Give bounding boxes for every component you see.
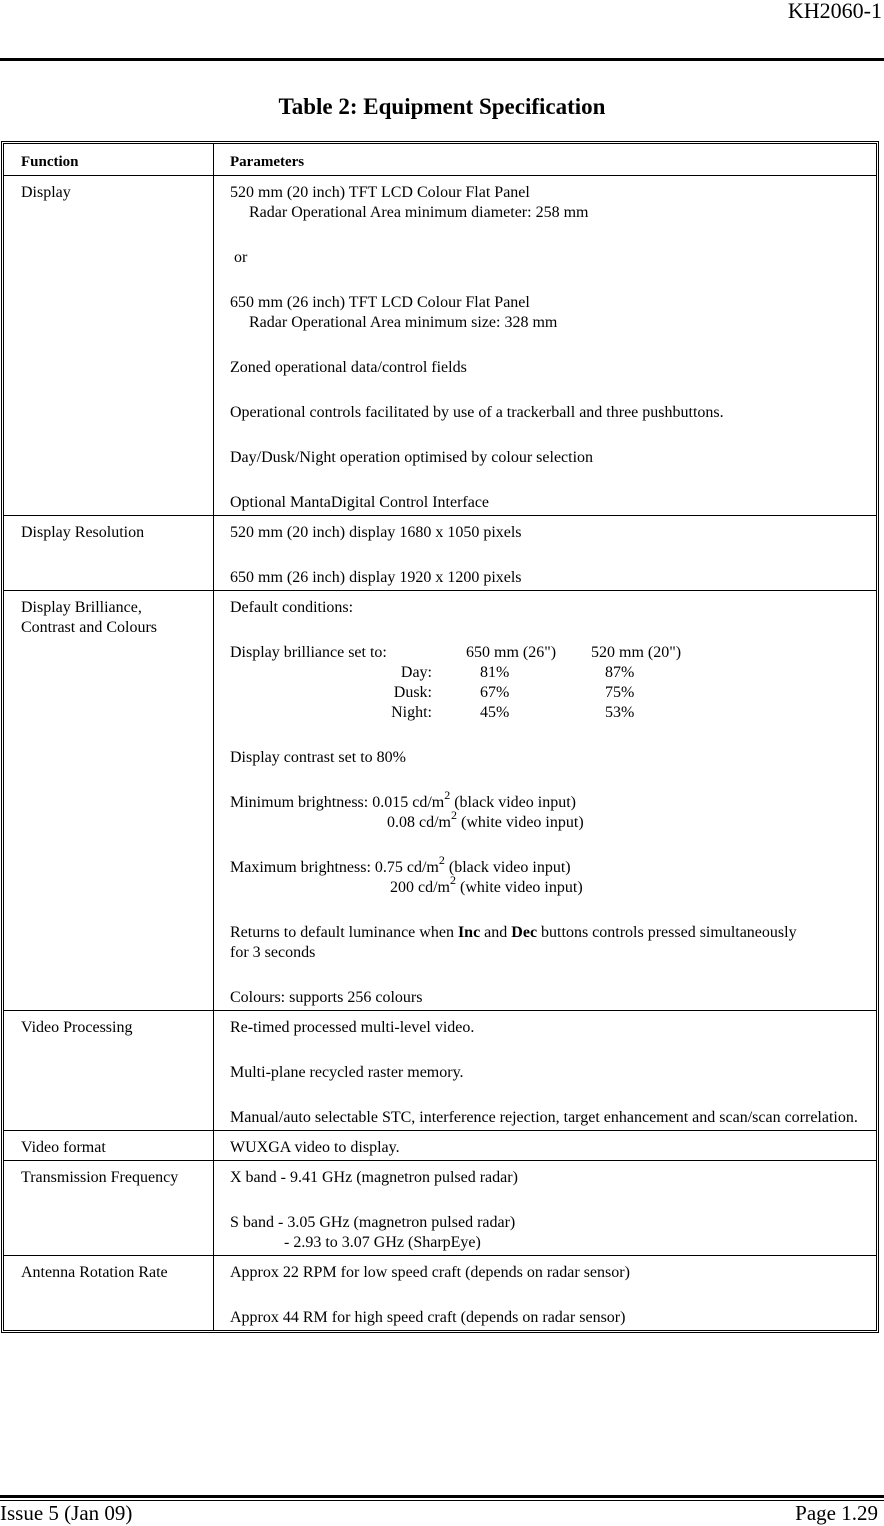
- brilliance-col-20: 520 mm (20"): [591, 644, 682, 661]
- brilliance-col-26: 650 mm (26"): [466, 644, 557, 661]
- table-row-video-processing: [4, 1010, 876, 1130]
- function-cell: Display Resolution: [4, 516, 214, 590]
- param-line: or: [234, 249, 248, 266]
- param-line: - 2.93 to 3.07 GHz (SharpEye): [284, 1234, 481, 1251]
- table-row-resolution: [4, 515, 876, 590]
- brilliance-mode-dusk: Dusk:: [393, 684, 432, 701]
- table-row-video-format: [4, 1130, 876, 1160]
- function-line: Display Brilliance,: [21, 599, 142, 616]
- parameters-cell: [214, 1131, 876, 1160]
- param-line: Zoned operational data/control fields: [230, 359, 467, 376]
- document-id: KH2060-1: [787, 0, 882, 23]
- brilliance-value: 87%: [605, 664, 635, 681]
- param-line: WUXGA video to display.: [230, 1139, 400, 1156]
- brilliance-grid: [230, 643, 862, 723]
- param-line: 520 mm (20 inch) display 1680 x 1050 pixels: [230, 524, 522, 541]
- header-function: Function: [4, 144, 214, 175]
- brilliance-label: Display brilliance set to:: [230, 644, 387, 661]
- table-row-frequency: [4, 1160, 876, 1255]
- footer-rule-thin: [0, 1500, 884, 1501]
- function-cell: Transmission Frequency: [4, 1161, 214, 1255]
- param-line: Approx 44 RM for high speed craft (depends on radar sensor): [230, 1309, 626, 1326]
- param-line: 520 mm (20 inch) TFT LCD Colour Flat Panel: [230, 184, 530, 201]
- brilliance-value: 81%: [480, 664, 510, 681]
- page-number: Page 1.29: [795, 1501, 878, 1525]
- specification-table: [1, 141, 879, 1333]
- function-cell: Video format: [4, 1131, 214, 1160]
- issue-label: Issue 5 (Jan 09): [0, 1501, 133, 1525]
- param-line: X band - 9.41 GHz (magnetron pulsed radar): [230, 1169, 518, 1186]
- param-line: Multi-plane recycled raster memory.: [230, 1064, 464, 1081]
- param-line: Radar Operational Area minimum diameter: 258 mm: [249, 204, 589, 221]
- param-line: S band - 3.05 GHz (magnetron pulsed radar): [230, 1214, 516, 1231]
- param-line: Default conditions:: [230, 599, 354, 616]
- parameters-cell: [214, 1161, 876, 1255]
- parameters-cell: [214, 516, 876, 590]
- brilliance-mode-day: Day:: [400, 664, 432, 681]
- param-line: 650 mm (26 inch) TFT LCD Colour Flat Panel: [230, 294, 530, 311]
- function-cell: Antenna Rotation Rate: [4, 1256, 214, 1330]
- footer-rule: [0, 1495, 884, 1498]
- header-parameters: Parameters: [230, 154, 305, 170]
- min-brightness-white: 0.08 $cd/m^2$ (white video input): [387, 807, 584, 831]
- table-title: Table 2: Equipment Specification: [278, 94, 606, 119]
- table-row-brilliance: [4, 590, 876, 1010]
- table-header-row: [4, 144, 876, 175]
- param-line: Re-timed processed multi-level video.: [230, 1019, 475, 1036]
- function-line: Contrast and Colours: [21, 619, 157, 636]
- brilliance-value: 75%: [605, 684, 635, 701]
- brilliance-value: 67%: [480, 684, 510, 701]
- max-brightness-black: Maximum brightness: 0.75 $cd/m^2$ (black video input): [230, 852, 571, 876]
- param-line: 650 mm (26 inch) display 1920 x 1200 pixels: [230, 569, 522, 586]
- param-line: Optional MantaDigital Control Interface: [230, 494, 490, 511]
- param-line: Day/Dusk/Night operation optimised by colour selection: [230, 449, 594, 466]
- param-line: Display contrast set to 80%: [230, 749, 406, 766]
- table-row-display: [4, 175, 876, 515]
- param-line: Manual/auto selectable STC, interference rejection, target enhancement and scan/scan correlation.: [230, 1109, 858, 1126]
- returns-to-default: Returns to default luminance when Inc and Dec buttons controls pressed simultaneously: [230, 924, 797, 941]
- param-line: Approx 22 RPM for low speed craft (depends on radar sensor): [230, 1264, 630, 1281]
- parameters-cell: [214, 1011, 876, 1130]
- table-row-rotation: [4, 1255, 876, 1330]
- parameters-cell: [214, 1256, 876, 1330]
- parameters-cell: [214, 176, 876, 515]
- header-rule: [0, 58, 884, 61]
- param-line: Radar Operational Area minimum size: 328 mm: [249, 314, 558, 331]
- min-brightness-black: Minimum brightness: 0.015 $cd/m^2$ (black video input): [230, 787, 576, 811]
- brilliance-mode-night: Night:: [391, 704, 432, 721]
- param-line: Operational controls facilitated by use of a trackerball and three pushbuttons.: [230, 404, 724, 421]
- function-cell: Display: [4, 176, 214, 515]
- brilliance-value: 53%: [605, 704, 635, 721]
- function-cell: Video Processing: [4, 1011, 214, 1130]
- param-line: Colours: supports 256 colours: [230, 989, 423, 1006]
- param-line: for 3 seconds: [230, 944, 316, 961]
- brilliance-value: 45%: [480, 704, 510, 721]
- function-cell: [4, 591, 214, 1010]
- max-brightness-white: 200 $cd/m^2$ (white video input): [390, 872, 583, 896]
- parameters-cell: [214, 591, 876, 1010]
